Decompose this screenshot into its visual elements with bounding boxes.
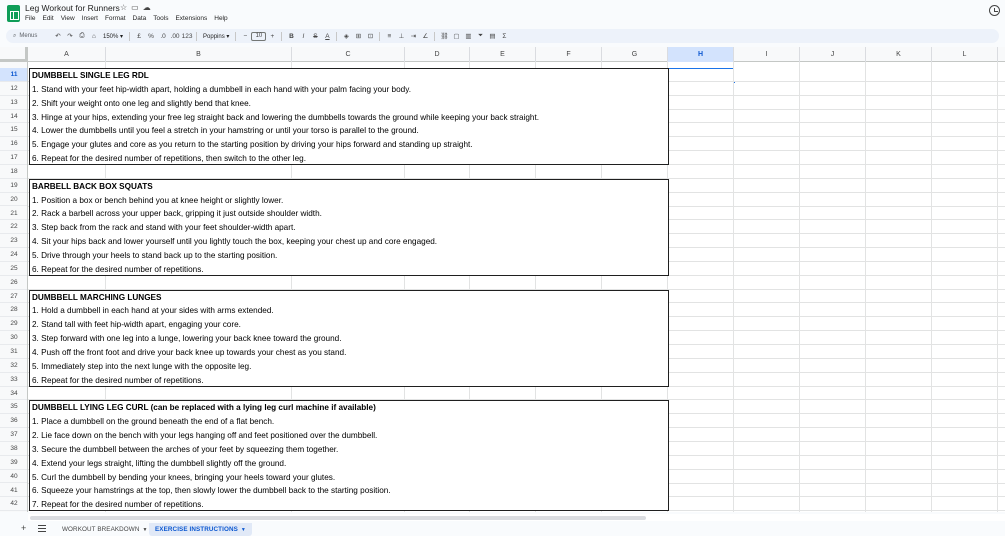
row-header-18[interactable]: 18 [0,165,28,179]
exercise-step[interactable]: 1. Stand with your feet hip-width apart, holding a dumbbell in each hand with your palm facing your body. [32,84,411,94]
row-header-31[interactable]: 31 [0,345,28,359]
undo-icon[interactable]: ↶ [55,33,61,40]
decrease-decimal-button[interactable]: .0 [160,32,166,40]
print-icon[interactable]: ⎙ [79,32,85,39]
horizontal-align-icon[interactable]: ≡ [387,32,392,40]
all-sheets-icon[interactable] [38,525,46,532]
toolbar-divider [235,32,236,41]
exercise-step[interactable]: 6. Repeat for the desired number of repetitions. [32,264,204,274]
column-header-b[interactable]: B [106,47,292,62]
gridline [865,62,866,512]
column-header-j[interactable]: J [800,47,866,62]
move-folder-icon[interactable]: ▭ [131,3,143,12]
exercise-step[interactable]: 7. Repeat for the desired number of repetitions. [32,500,204,510]
exercise-step[interactable]: 1. Hold a dumbbell in each hand at your sides with arms extended. [32,306,274,316]
menu-insert[interactable]: Insert [81,15,98,22]
functions-button[interactable]: Σ [502,32,507,40]
document-title[interactable]: Leg Workout for Runners [25,3,120,13]
row-header-33[interactable]: 33 [0,373,28,387]
row-header-23[interactable]: 23 [0,234,28,248]
scrollbar-thumb[interactable] [30,516,646,520]
menu-data[interactable]: Data [132,15,147,22]
exercise-step[interactable]: 4. Lower the dumbbells until you feel a stretch in your hamstring or until your torso is parallel to the ground. [32,126,419,136]
currency-format-button[interactable]: £ [137,32,141,40]
chevron-down-icon: ▼ [142,527,148,533]
exercise-step[interactable]: 5. Engage your glutes and core as you return to the starting position by driving your hips forward and standing up straight. [32,140,473,150]
sheets-logo-icon[interactable] [7,5,20,22]
column-header-c[interactable]: C [292,47,405,62]
filter-views-icon[interactable]: ▤ [489,33,496,40]
font-select[interactable]: Poppins ▾ [203,33,230,40]
exercise-step[interactable]: 1. Place a dumbbell on the ground beneath the end of a flat bench. [32,417,275,427]
gridline [799,62,800,512]
horizontal-scrollbar[interactable] [28,514,1005,521]
title-bar [0,0,1005,28]
exercise-step[interactable]: 3. Step forward with one leg into a lunge, lowering your back knee toward the ground. [32,334,342,344]
sheet-tab-label: EXERCISE INSTRUCTIONS [155,526,238,533]
exercise-block [29,400,669,511]
exercise-block [29,290,669,387]
column-header-h[interactable]: H [668,47,734,62]
gridline [931,62,932,512]
row-header-42[interactable]: 42 [0,497,28,511]
exercise-step[interactable]: 3. Hinge at your hips, extending your free leg straight back and lowering the dumbbells towards the ground while keeping your back straight. [32,112,540,122]
select-all-corner[interactable] [0,47,28,62]
sheet-tab-label: WORKOUT BREAKDOWN [62,526,140,533]
zoom-value: 150% [103,33,119,40]
font-value: Poppins [203,33,225,40]
filter-icon[interactable]: ⏷ [477,32,484,39]
version-history-icon[interactable] [989,5,1000,16]
vertical-align-icon[interactable]: ⊥ [398,33,405,40]
row-header-24[interactable]: 24 [0,248,28,262]
column-header-a[interactable]: A [28,47,106,62]
column-header-e[interactable]: E [470,47,536,62]
title-actions [120,3,155,12]
toolbar-divider [196,32,197,41]
row-header-14[interactable]: 14 [0,110,28,124]
row-header-32[interactable]: 32 [0,359,28,373]
row-header-40[interactable]: 40 [0,470,28,484]
chevron-down-icon: ▼ [240,527,246,533]
row-headers [0,62,28,512]
menu-bar [25,15,228,22]
gridline [733,62,734,512]
row-header-21[interactable]: 21 [0,207,28,221]
row-header-28[interactable]: 28 [0,303,28,317]
column-headers [28,47,1005,62]
zoom-select[interactable]: 150% ▾ [103,33,124,40]
percent-format-button[interactable]: % [148,32,154,40]
row-header-26[interactable]: 26 [0,276,28,290]
column-header-i[interactable]: I [734,47,800,62]
text-wrap-icon[interactable]: ⇥ [410,33,417,40]
font-size-increase-button[interactable]: + [270,32,275,40]
exercise-step[interactable]: 2. Rack a barbell across your upper back, gripping it just outside shoulder width. [32,209,322,219]
strikethrough-button[interactable]: S [313,32,318,40]
row-header-25[interactable]: 25 [0,262,28,276]
insert-comment-icon[interactable]: ▢ [453,33,460,40]
exercise-step[interactable]: 6. Repeat for the desired number of repetitions. [32,375,204,385]
row-header-12[interactable]: 12 [0,82,28,96]
row-header-16[interactable]: 16 [0,137,28,151]
exercise-step[interactable]: 5. Curl the dumbbell by bending your knees, bringing your heels toward your glutes. [32,472,336,482]
column-header-g[interactable]: G [602,47,668,62]
exercise-step[interactable]: 5. Immediately step into the next lunge with the opposite leg. [32,361,252,371]
exercise-step[interactable]: 6. Repeat for the desired number of repetitions, then switch to the other leg. [32,154,306,164]
fill-color-icon[interactable]: ◈ [343,33,349,40]
exercise-title[interactable]: DUMBBELL MARCHING LUNGES [32,292,162,302]
cell-grid[interactable] [28,62,1005,512]
sheet-tab-workout-breakdown[interactable] [56,523,154,536]
exercise-step[interactable]: 4. Extend your legs straight, lifting the dumbbell slightly off the ground. [32,458,287,468]
exercise-step[interactable]: 2. Lie face down on the bench with your legs hanging off and feet positioned over the dumbbell. [32,431,378,441]
menu-format[interactable]: Format [104,15,126,22]
exercise-step[interactable]: 4. Sit your hips back and lower yourself until you lightly touch the box, keeping your chest up and core engaged. [32,237,438,247]
font-size-input[interactable]: 10 [251,32,266,41]
row-header-37[interactable]: 37 [0,428,28,442]
star-icon[interactable]: ☆ [120,3,132,12]
row-header-11[interactable]: 11 [0,68,28,82]
row-header-36[interactable]: 36 [0,414,28,428]
sheet-tab-exercise-instructions[interactable] [149,523,252,536]
text-rotation-icon[interactable]: ∠ [422,33,429,40]
menu-tools[interactable]: Tools [153,15,169,22]
merge-cells-icon[interactable]: ⊡ [367,33,374,40]
exercise-step[interactable]: 2. Stand tall with feet hip-width apart, engaging your core. [32,320,241,330]
toolbar-divider [379,32,380,41]
row-header-27[interactable]: 27 [0,290,28,304]
exercise-block [29,68,669,165]
redo-icon[interactable]: ↷ [67,33,73,40]
menu-search-label: Menus [19,33,38,39]
column-header-k[interactable]: K [866,47,932,62]
exercise-title[interactable]: BARBELL BACK BOX SQUATS [32,181,153,191]
search-icon: ⌕ [13,32,17,39]
row-header-38[interactable]: 38 [0,442,28,456]
toolbar [6,29,999,43]
insert-chart-icon[interactable]: ▥ [465,33,472,40]
column-header-d[interactable]: D [405,47,470,62]
toolbar-divider [434,32,435,41]
toolbar-divider [281,32,282,41]
toolbar-divider [336,32,337,41]
exercise-title[interactable]: DUMBBELL LYING LEG CURL (can be replaced with a lying leg curl machine if available) [32,403,376,413]
exercise-step[interactable]: 6. Squeeze your hamstrings at the top, then slowly lower the dumbbell back to the starting position. [32,486,391,496]
toolbar-divider [129,32,130,41]
row-header-19[interactable]: 19 [0,179,28,193]
exercise-step[interactable]: 1. Position a box or bench behind you at knee height or slightly lower. [32,195,284,205]
row-header-39[interactable]: 39 [0,456,28,470]
number-format-button[interactable]: 123 [181,32,193,40]
gridline [997,62,998,512]
exercise-block [29,179,669,276]
row-header-15[interactable]: 15 [0,123,28,137]
exercise-step[interactable]: 3. Step back from the rack and stand with your feet shoulder-width apart. [32,223,296,233]
exercise-step[interactable]: 4. Push off the front foot and drive your back knee up towards your chest as you stand. [32,347,347,357]
menu-edit[interactable]: Edit [42,15,54,22]
paint-format-icon[interactable]: ⌂ [92,32,96,40]
menu-search[interactable] [10,31,52,42]
cloud-status-icon[interactable]: ☁ [142,3,155,12]
text-color-button[interactable]: A [325,32,330,40]
exercise-step[interactable]: 2. Shift your weight onto one leg and slightly bend that knee. [32,98,251,108]
row-header-41[interactable]: 41 [0,484,28,498]
row-header-22[interactable]: 22 [0,220,28,234]
bold-button[interactable]: B [289,32,294,40]
menu-help[interactable]: Help [214,15,228,22]
row-header-20[interactable]: 20 [0,193,28,207]
row-header-13[interactable]: 13 [0,96,28,110]
column-header-f[interactable]: F [536,47,602,62]
font-size-decrease-button[interactable]: − [243,32,248,40]
add-sheet-icon[interactable]: + [21,523,27,533]
exercise-step[interactable]: 5. Drive through your heels to stand back up to the starting position. [32,251,278,261]
row-header-35[interactable]: 35 [0,400,28,414]
exercise-title[interactable]: DUMBBELL SINGLE LEG RDL [32,71,149,80]
increase-decimal-button[interactable]: .00 [170,32,180,40]
insert-link-icon[interactable]: ⛓ [440,33,449,40]
exercise-step[interactable]: 3. Secure the dumbbell between the arches of your feet by squeezing them together. [32,444,339,454]
borders-icon[interactable]: ⊞ [355,33,362,40]
row-header-29[interactable]: 29 [0,317,28,331]
row-header-34[interactable]: 34 [0,387,28,401]
italic-button[interactable]: I [302,32,305,40]
row-header-17[interactable]: 17 [0,151,28,165]
sheet-tab-bar [0,522,1005,536]
menu-file[interactable]: File [25,15,36,22]
row-header-30[interactable]: 30 [0,331,28,345]
menu-view[interactable]: View [60,15,75,22]
column-header-l[interactable]: L [932,47,998,62]
menu-extensions[interactable]: Extensions [175,15,208,22]
